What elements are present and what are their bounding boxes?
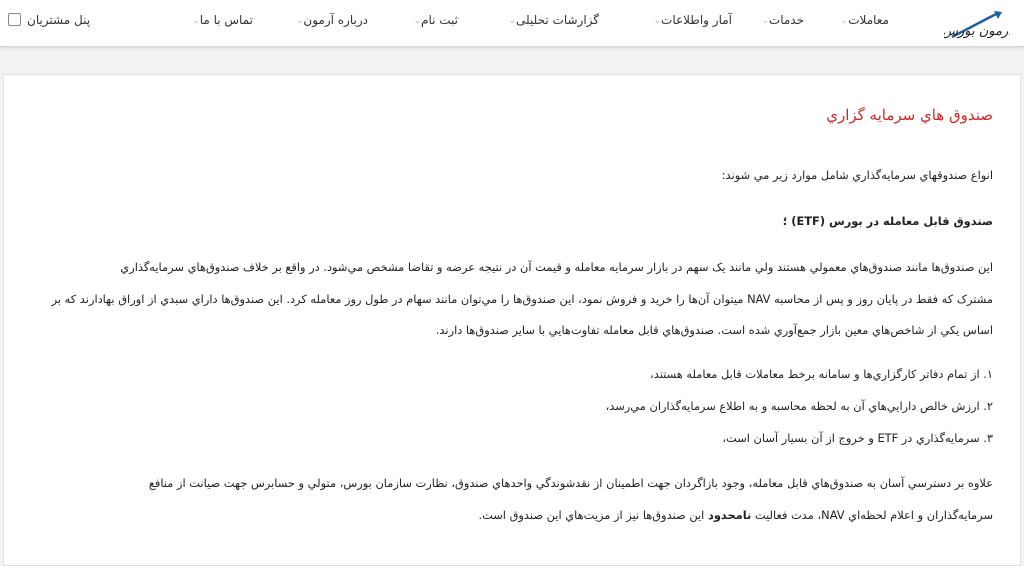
site-logo[interactable] [944,7,1010,43]
paragraph-line: سرمايه‌گذاران و اعلام لحظه‌اي NAV، مدت فعاليت نامحدود اين صندوق‌ها نيز از مزيت‌هاي اين صندوق است. [478,508,993,522]
panel-checkbox-icon [8,13,21,26]
nav-item-transactions[interactable]: معاملات⌄ [840,13,889,27]
nav-item-about[interactable]: درباره آرمون⌄ [295,13,368,27]
paragraph-line: علاوه بر دسترسي آسان به صندوق‌هاي قابل معامله، وجود بازاگردان جهت اطمينان از نقدشوندگي واحدهاي صندوق، نظارت سازمان بورس، متولي و حسابرس جهت صيانت از منافع [148,476,993,490]
top-navbar [0,0,1024,47]
chevron-down-icon: ⌄ [653,15,662,26]
unlimited-text: نامحدود [707,508,752,522]
customer-panel-label: پنل مشتريان [27,13,91,27]
chevron-down-icon: ⌄ [840,15,849,26]
logo-mark-icon [944,7,1010,43]
nav-item-services[interactable]: خدمات⌄ [761,13,804,27]
chevron-down-icon: ⌄ [413,15,422,26]
paragraph-line: اين صندوق‌ها مانند صندوق‌هاي معمولي هستند ولي مانند يک سهم در بازار سرمايه معامله و قيمت آن در نتيجه عرضه و تقاضا مشخص مي‌شود. در واقع بر خلاف صندوق‌هاي سرمايه‌گذاري [120,260,993,274]
logo-text: آرمون بورس [944,24,1010,39]
article-container [3,74,1021,566]
chevron-down-icon: ⌄ [192,15,200,26]
chevron-down-icon: ⌄ [295,15,304,26]
customer-panel-link[interactable] [8,13,90,31]
page-title: صندوق هاي سرمايه گزاري [826,106,993,124]
etf-subheading: صندوق قابل معامله در بورس (ETF) ؛ [782,214,993,228]
list-item: ۳. سرمايه‌گذاري در ETF و خروج از آن بسيار آسان است، [722,431,993,445]
nav-item-register[interactable]: ثبت نام⌄ [413,13,458,27]
list-item: ۲. ارزش خالص دارايي‌هاي آن به لحظه محاسبه و به اطلاع سرمايه‌گذاران مي‌رسد، [605,399,993,413]
nav-item-statistics[interactable]: آمار واطلاعات⌄ [653,13,732,27]
nav-item-contact[interactable]: تماس با ما⌄ [192,13,253,27]
chevron-down-icon: ⌄ [508,15,517,26]
list-item: ۱. از تمام دفاتر کارگزاري‌ها و سامانه برخط معاملات قابل معامله هستند، [650,367,993,381]
nav-item-analytic-reports[interactable]: گزارشات تحليلی⌄ [508,13,599,27]
paragraph-line: اساس يکي از شاخص‌هاي معين بازار جمع‌آوري شده است. صندوق‌هاي قابل معامله تفاوت‌هايي با ساير صندوق‌ها دارند. [435,323,993,337]
intro-text: انواع صندوقهاي سرمايه‌گذاري شامل موارد زير مي شوند: [721,168,993,182]
paragraph-line: مشترک که فقط در پايان روز و پس از محاسبه NAV ميتوان آن‌ها را خريد و فروش نمود، اين صندوق‌ها را مي‌توان مانند سهام در طول روز معامله کرد. اين صندوق‌ها داراي سبدي از اوراق بهادارند که بر [51,292,993,306]
chevron-down-icon: ⌄ [761,15,769,26]
